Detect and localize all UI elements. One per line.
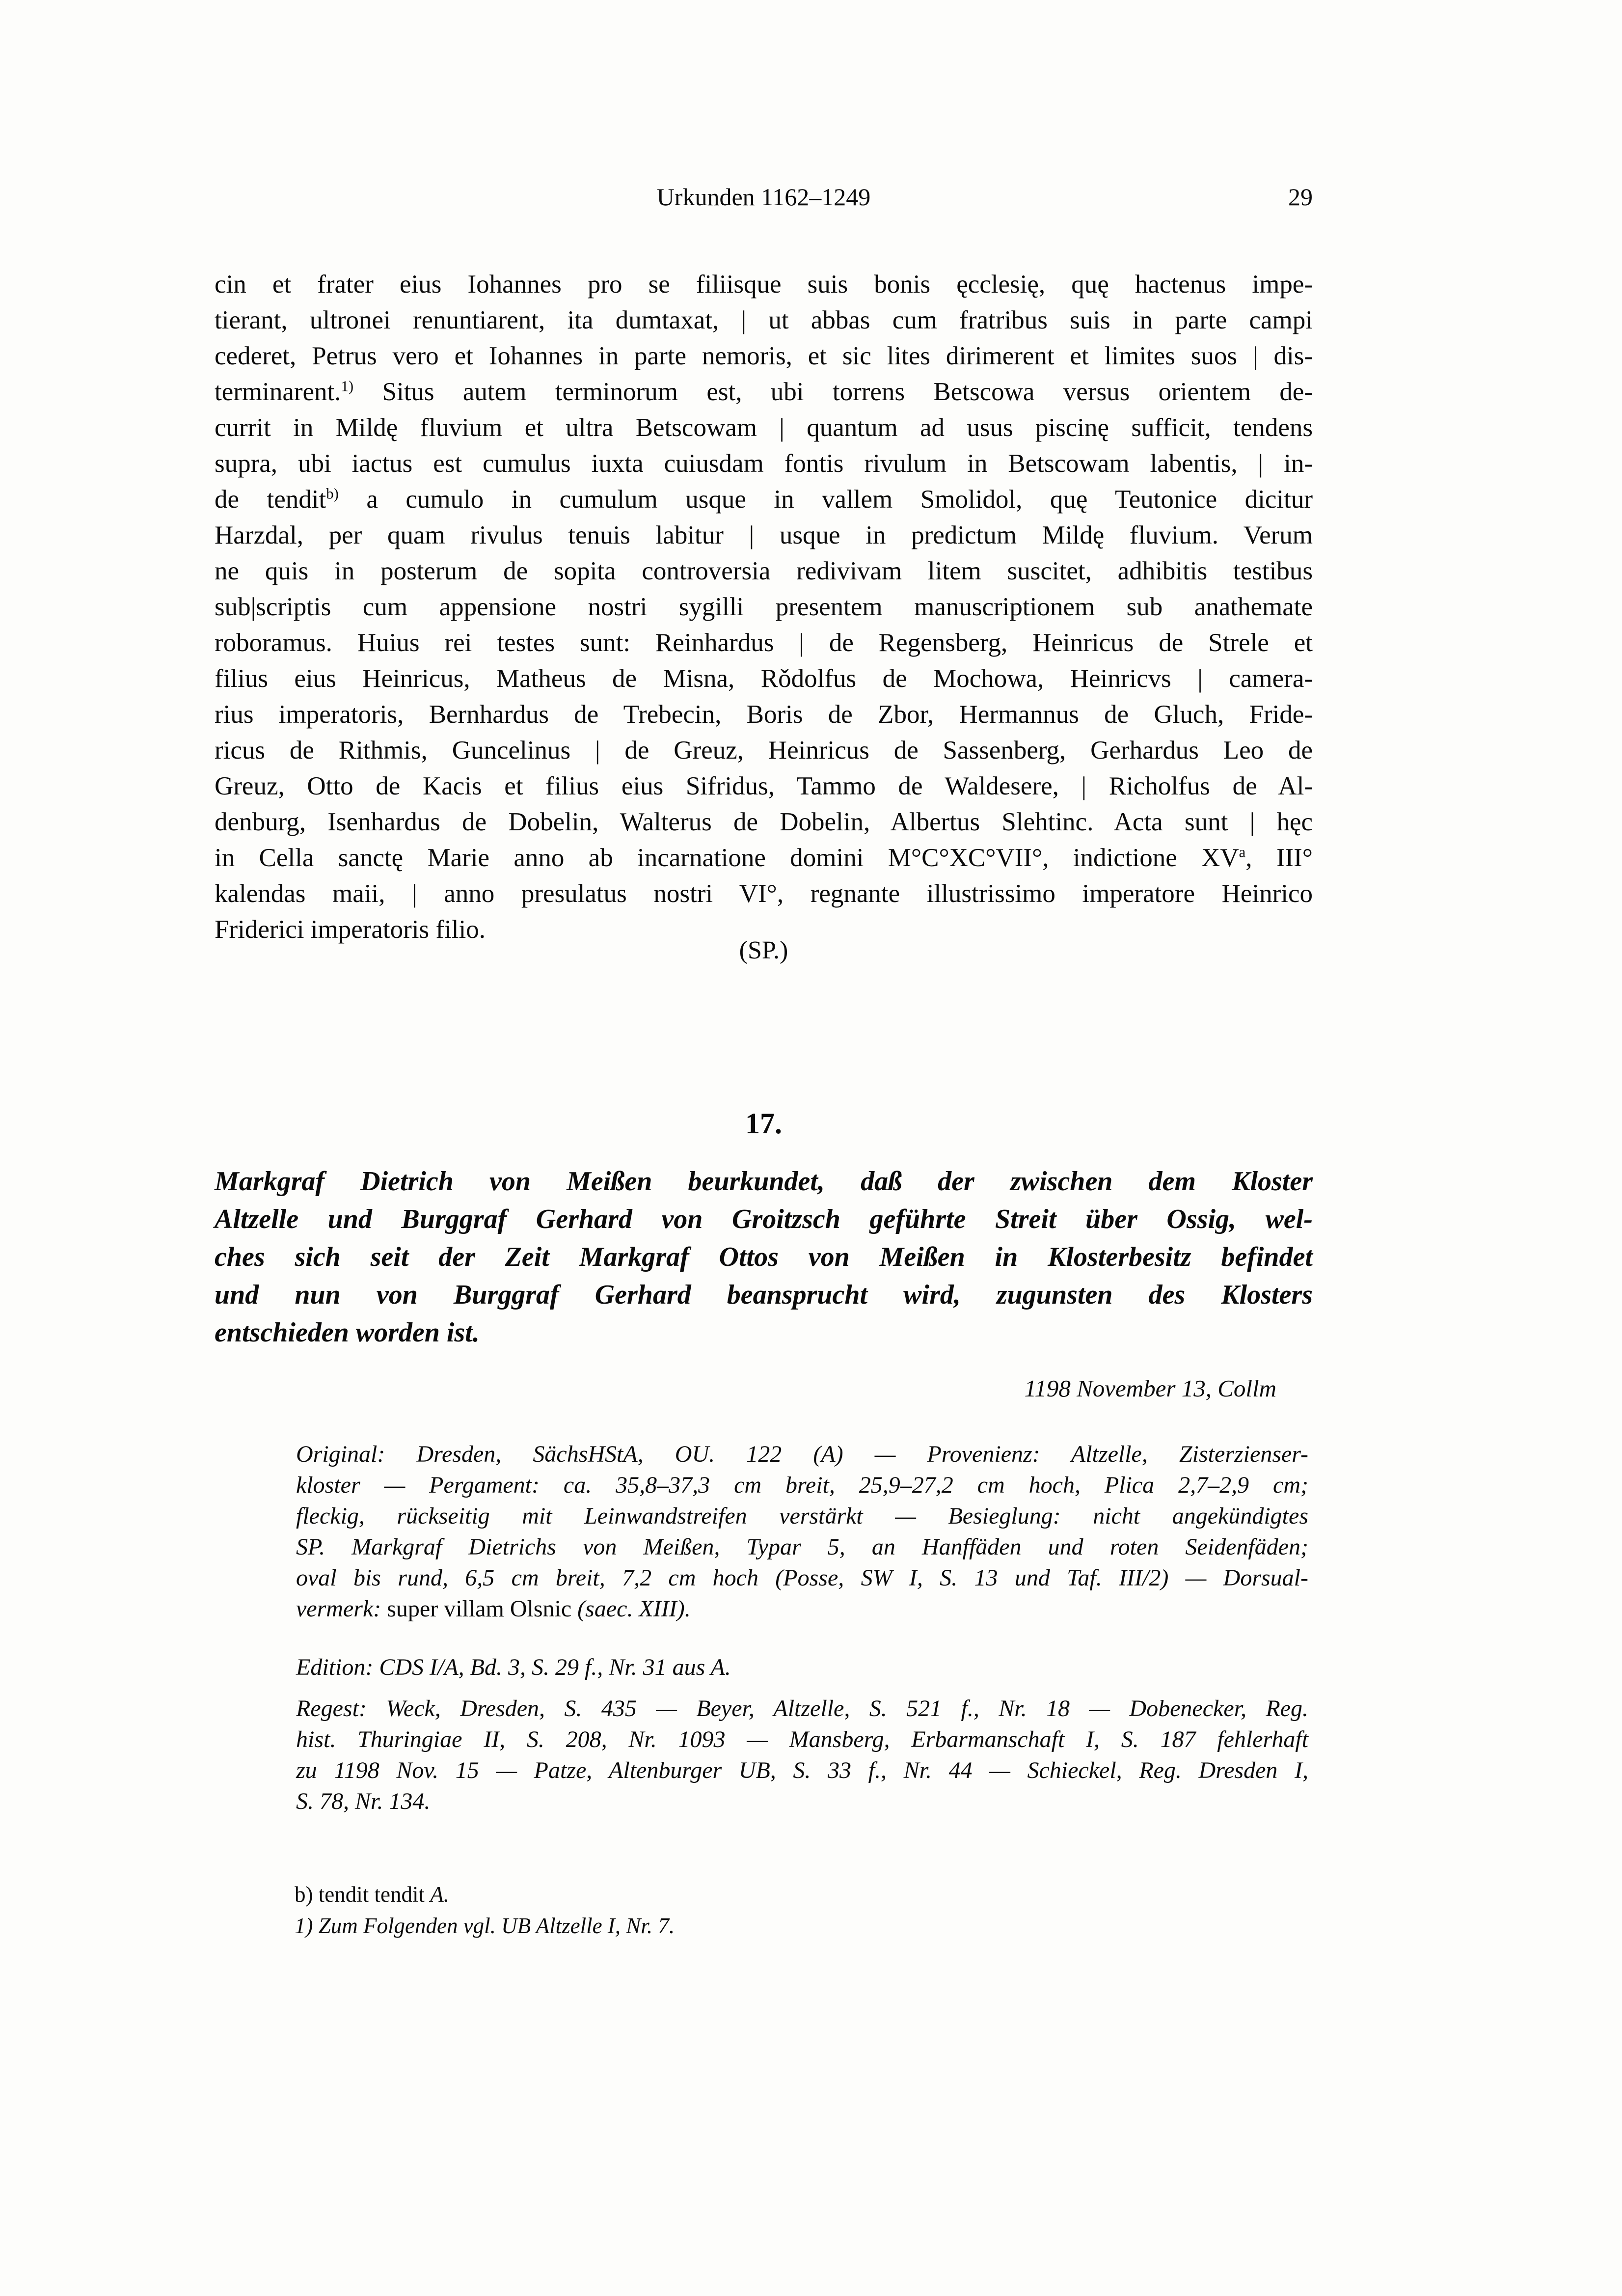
charter-text-line: supra, ubi iactus est cumulus iuxta cuiusdam fontis rivulum in Betscowam labentis, | in- [215, 449, 1313, 478]
charter-text-line: sub|scriptis cum appensione nostri sygilli presentem manuscriptionem sub anathemate [215, 593, 1313, 621]
charter-text-line: roboramus. Huius rei testes sunt: Reinhardus | de Regensberg, Heinricus de Strele et [215, 629, 1313, 657]
charter-text-line: tierant, ultronei renuntiarent, ita dumtaxat, | ut abbas cum fratribus suis in parte campi [215, 306, 1313, 334]
regest-line: Regest: Weck, Dresden, S. 435 — Beyer, Altzelle, S. 521 f., Nr. 18 — Dobenecker, Reg. [296, 1695, 1308, 1722]
charter-text-line: denburg, Isenhardus de Dobelin, Walterus de Dobelin, Albertus Slehtinc. Acta sunt | hęc [215, 808, 1313, 836]
charter-text-line: cederet, Petrus vero et Iohannes in parte nemoris, et sic lites dirimerent et limites suos | dis- [215, 342, 1313, 370]
footnote-line: b) tendit tendit A. [295, 1882, 449, 1907]
charter-text-line: in Cella sanctę Marie anno ab incarnatione domini M°C°XC°VII°, indictione $XV^a$, III° [215, 844, 1313, 872]
charter-text-line: ricus de Rithmis, Guncelinus | de Greuz, Heinricus de Sassenberg, Gerhardus Leo de [215, 736, 1313, 765]
charter-text-line: de tendit$^{b)}$ a cumulo in cumulum usque in vallem Smolidol, quę Teutonice dicitur [215, 485, 1313, 514]
summary-line: entschieden worden ist. [215, 1317, 480, 1348]
summary-line: ches sich seit der Zeit Markgraf Ottos von Meißen in Klosterbesitz befindet [215, 1242, 1313, 1272]
charter-text-line: ne quis in posterum de sopita controversia redivivam litem suscitet, adhibitis testibus [215, 557, 1313, 585]
regest-line: S. 78, Nr. 134. [296, 1788, 431, 1814]
charter-text-line: Friderici imperatoris filio. [215, 915, 486, 944]
entry-summary [215, 1163, 1313, 1352]
running-head [215, 183, 1313, 211]
description-edition [296, 1652, 1308, 1683]
description-regest [296, 1693, 1308, 1817]
seal-note: (SP.) [739, 936, 788, 964]
running-head-title: Urkunden 1162–1249 [656, 183, 871, 211]
charter-text-line: rius imperatoris, Bernhardus de Trebecin, Boris de Zbor, Hermannus de Gluch, Fride- [215, 700, 1313, 729]
original-line: vermerk: super villam Olsnic (saec. XIII). [296, 1596, 691, 1622]
regest-line: hist. Thuringiae II, S. 208, Nr. 1093 — Mansberg, Erbarmanschaft I, S. 187 fehlerhaft [296, 1726, 1308, 1752]
charter-text-line: Greuz, Otto de Kacis et filius eius Sifridus, Tammo de Waldesere, | Richolfus de Al- [215, 772, 1313, 800]
description-original [296, 1439, 1308, 1624]
footnote-line: 1) Zum Folgenden vgl. UB Altzelle I, Nr. 7. [295, 1913, 675, 1938]
entry-date-place: 1198 November 13, Collm [1024, 1375, 1276, 1402]
original-line: kloster — Pergament: ca. 35,8–37,3 cm breit, 25,9–27,2 cm hoch, Plica 2,7–2,9 cm; [296, 1472, 1308, 1498]
charter-text-line: kalendas maii, | anno presulatus nostri VI°, regnante illustrissimo imperatore Heinrico [215, 879, 1313, 908]
page-number: 29 [1288, 183, 1313, 211]
summary-line: Markgraf Dietrich von Meißen beurkundet, daß der zwischen dem Kloster [215, 1166, 1313, 1197]
original-line: fleckig, rückseitig mit Leinwandstreifen verstärkt — Besieglung: nicht angekündigtes [296, 1503, 1308, 1529]
charter-text-line: filius eius Heinricus, Matheus de Misna, Rǒdolfus de Mochowa, Heinricvs | camera- [215, 664, 1313, 693]
summary-line: Altzelle und Burggraf Gerhard von Groitzsch geführte Streit über Ossig, wel- [215, 1204, 1313, 1234]
footnotes [295, 1879, 1325, 1941]
original-line: SP. Markgraf Dietrichs von Meißen, Typar 5, an Hanffäden und roten Seidenfäden; [296, 1534, 1308, 1560]
original-line: oval bis rund, 6,5 cm breit, 7,2 cm hoch (Posse, SW I, S. 13 und Taf. III/2) — Dorsual- [296, 1565, 1308, 1591]
summary-line: und nun von Burggraf Gerhard beansprucht wird, zugunsten des Klosters [215, 1280, 1313, 1310]
charter-text-line: terminarent.$^{1)}$ Situs autem terminorum est, ubi torrens Betscowa versus orientem de- [215, 378, 1313, 406]
regest-line: zu 1198 Nov. 15 — Patze, Altenburger UB, S. 33 f., Nr. 44 — Schieckel, Reg. Dresden I, [296, 1757, 1308, 1783]
charter-text-line: Harzdal, per quam rivulus tenuis labitur | usque in predictum Mildę fluvium. Verum [215, 521, 1313, 549]
charter-text-block [215, 267, 1313, 948]
original-line: Original: Dresden, SächsHStA, OU. 122 (A) — Provenienz: Altzelle, Zisterzienser- [296, 1441, 1308, 1467]
charter-text-line: currit in Mildę fluvium et ultra Betscowam | quantum ad usus piscinę sufficit, tendens [215, 413, 1313, 442]
entry-number: 17. [745, 1107, 782, 1140]
edition-line: Edition: CDS I/A, Bd. 3, S. 29 f., Nr. 31 aus A. [296, 1654, 731, 1680]
charter-text-line: cin et frater eius Iohannes pro se filiisque suis bonis ęcclesię, quę hactenus impe- [215, 270, 1313, 299]
